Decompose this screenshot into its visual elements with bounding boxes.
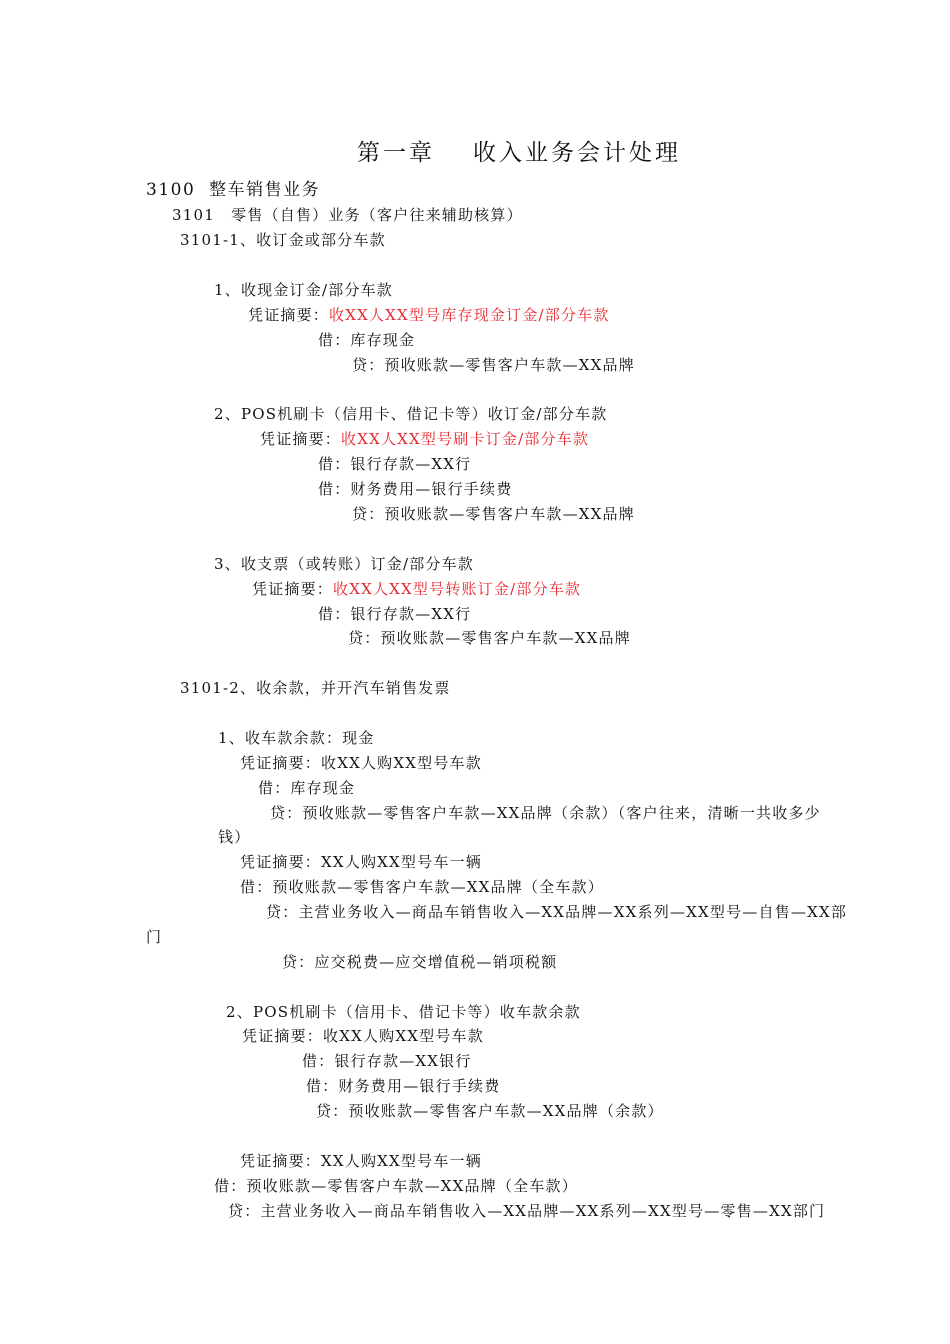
voucher-summary: 凭证摘要：XX人购XX型号车一辆 — [240, 1152, 482, 1170]
credit-line: 贷：预收账款—零售客户车款—XX品牌（余款） — [316, 1102, 664, 1120]
debit-line: 借：银行存款—XX行 — [318, 455, 472, 473]
credit-line: 贷：主营业务收入—商品车销售收入—XX品牌—XX系列—XX型号—零售—XX部门 — [228, 1202, 826, 1220]
chapter-name: 收入业务会计处理 — [473, 140, 681, 166]
summary-text: 收XX人XX型号转账订金/部分车款 — [333, 580, 582, 598]
item-heading: 3、收支票（或转账）订金/部分车款 — [214, 555, 474, 573]
credit-line: 贷：预收账款—零售客户车款—XX品牌（余款）（客户往来，清晰一共收多少 — [270, 804, 821, 822]
debit-line: 借：库存现金 — [258, 779, 356, 797]
debit-line: 借：预收账款—零售客户车款—XX品牌（全车款） — [240, 878, 604, 896]
part2-heading: 3101-2、收余款，并开汽车销售发票 — [180, 679, 451, 697]
credit-line: 贷：预收账款—零售客户车款—XX品牌 — [352, 356, 635, 374]
part1-heading: 3101-1、收订金或部分车款 — [180, 231, 386, 249]
voucher-summary: 凭证摘要：收XX人XX型号刷卡订金/部分车款 — [260, 430, 590, 448]
item-heading: 1、收现金订金/部分车款 — [214, 281, 393, 299]
section-heading — [146, 180, 320, 200]
debit-line: 借：库存现金 — [318, 331, 416, 349]
chapter-number: 第一章 — [357, 140, 435, 166]
credit-line-wrap: 钱） — [218, 828, 251, 846]
item-heading: 2、POS机刷卡（信用卡、借记卡等）收订金/部分车款 — [214, 405, 608, 423]
summary-text: 收XX人XX型号库存现金订金/部分车款 — [329, 306, 610, 324]
credit-line: 贷：主营业务收入—商品车销售收入—XX品牌—XX系列—XX型号—自售—XX部 — [266, 903, 848, 921]
section-name: 整车销售业务 — [209, 180, 321, 200]
credit-line-wrap: 门 — [146, 928, 163, 946]
voucher-summary: 凭证摘要：收XX人XX型号库存现金订金/部分车款 — [248, 306, 610, 324]
summary-text: 收XX人XX型号刷卡订金/部分车款 — [341, 430, 590, 448]
item-heading: 1、收车款余款：现金 — [218, 729, 375, 747]
debit-line: 借：预收账款—零售客户车款—XX品牌（全车款） — [214, 1177, 578, 1195]
item-heading: 2、POS机刷卡（信用卡、借记卡等）收车款余款 — [226, 1003, 581, 1021]
credit-line: 贷：预收账款—零售客户车款—XX品牌 — [348, 629, 631, 647]
voucher-summary: 凭证摘要：收XX人购XX型号车款 — [242, 1027, 484, 1045]
chapter-title — [357, 138, 681, 168]
credit-line: 贷：应交税费—应交增值税—销项税额 — [282, 953, 558, 971]
subsection-heading: 3101 零售（自售）业务（客户往来辅助核算） — [172, 206, 523, 224]
debit-line: 借：银行存款—XX银行 — [302, 1052, 472, 1070]
voucher-summary: 凭证摘要：收XX人XX型号转账订金/部分车款 — [252, 580, 582, 598]
debit-line: 借：财务费用—银行手续费 — [306, 1077, 501, 1095]
voucher-summary: 凭证摘要：收XX人购XX型号车款 — [240, 754, 482, 772]
debit-line: 借：财务费用—银行手续费 — [318, 480, 513, 498]
voucher-summary: 凭证摘要：XX人购XX型号车一辆 — [240, 853, 482, 871]
debit-line: 借：银行存款—XX行 — [318, 605, 472, 623]
section-code: 3100 — [146, 180, 196, 200]
credit-line: 贷：预收账款—零售客户车款—XX品牌 — [352, 505, 635, 523]
